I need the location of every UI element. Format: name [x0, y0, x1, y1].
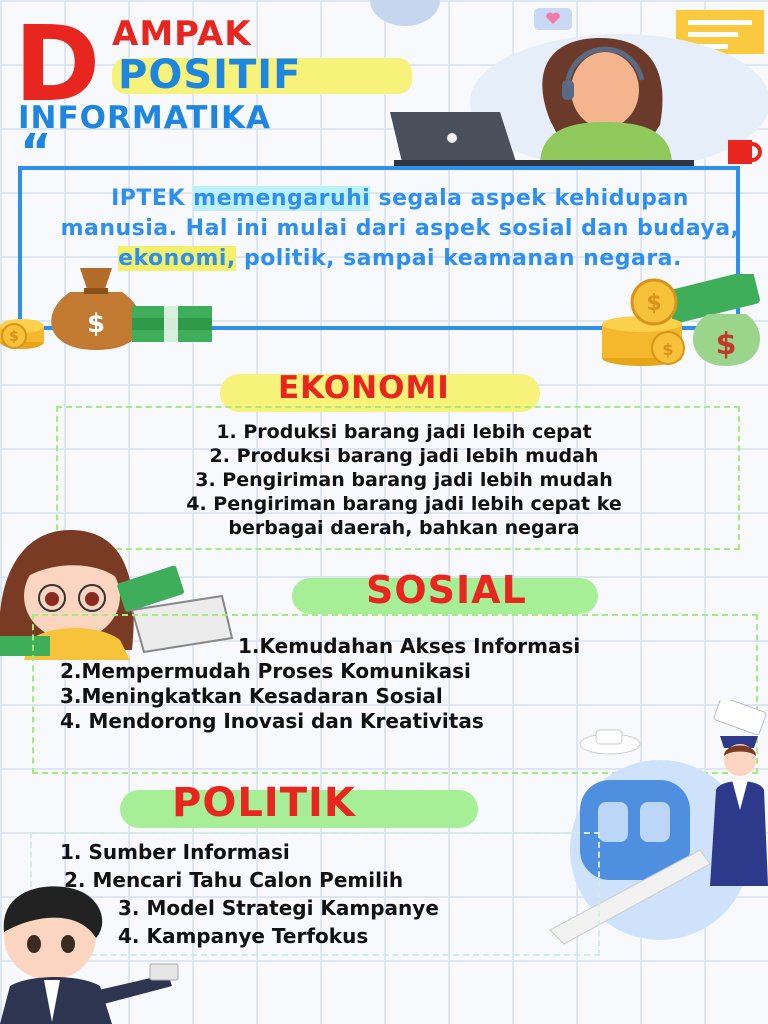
title-letter-d: D — [14, 3, 101, 125]
list-item: 4. Mendorong Inovasi dan Kreativitas — [60, 709, 484, 733]
ekonomi-title: EKONOMI — [278, 370, 450, 406]
title-line-2: POSITIF — [118, 52, 302, 98]
list-item: 1. Sumber Informasi — [60, 840, 290, 864]
list-item: 3.Meningkatkan Kesadaran Sosial — [60, 684, 443, 708]
coins-icon — [598, 274, 768, 370]
list-item: 2. Produksi barang jadi lebih mudah — [209, 445, 599, 467]
intro-text — [60, 184, 740, 274]
intro-part-2: segala aspek kehidupan manusia. Hal ini mulai dari aspek sosial dan budaya, — [60, 186, 740, 241]
svg-text:$: $ — [86, 309, 106, 339]
politik-title: POLITIK — [172, 780, 356, 826]
list-item: 2.Mempermudah Proses Komunikasi — [60, 659, 471, 683]
list-item: 4. Pengiriman barang jadi lebih cepat ke — [186, 493, 622, 515]
intro-part-3: politik, sampai keamanan negara. — [235, 246, 682, 271]
intro-part-1: IPTEK — [111, 186, 194, 211]
woman-laptop-illustration — [380, 30, 768, 170]
svg-text:$: $ — [646, 291, 662, 316]
intro-highlight-1: memengaruhi — [193, 186, 371, 211]
list-item: 1. Produksi barang jadi lebih cepat — [216, 421, 592, 443]
title-line-3: INFORMATIKA — [18, 100, 272, 136]
intro-highlight-2: ekonomi, — [118, 246, 236, 271]
svg-text:$: $ — [715, 327, 737, 362]
list-item: 4. Kampanye Terfokus — [118, 924, 369, 948]
list-item: 1.Kemudahan Akses Informasi — [238, 634, 581, 658]
svg-text:$: $ — [662, 340, 674, 359]
list-item: 2. Mencari Tahu Calon Pemilih — [64, 868, 404, 892]
quote-mark: “ — [20, 124, 52, 180]
svg-text:$: $ — [9, 329, 19, 345]
money-bag-icon — [0, 262, 215, 352]
man-illustration — [0, 882, 180, 1024]
list-item: berbagai daerah, bahkan negara — [228, 517, 580, 539]
clock-icon — [370, 0, 440, 26]
list-item: 3. Pengiriman barang jadi lebih mudah — [195, 469, 613, 491]
title-line-1: AMPAK — [112, 14, 252, 54]
list-item: 3. Model Strategi Kampanye — [118, 896, 439, 920]
sosial-title: SOSIAL — [366, 568, 527, 612]
